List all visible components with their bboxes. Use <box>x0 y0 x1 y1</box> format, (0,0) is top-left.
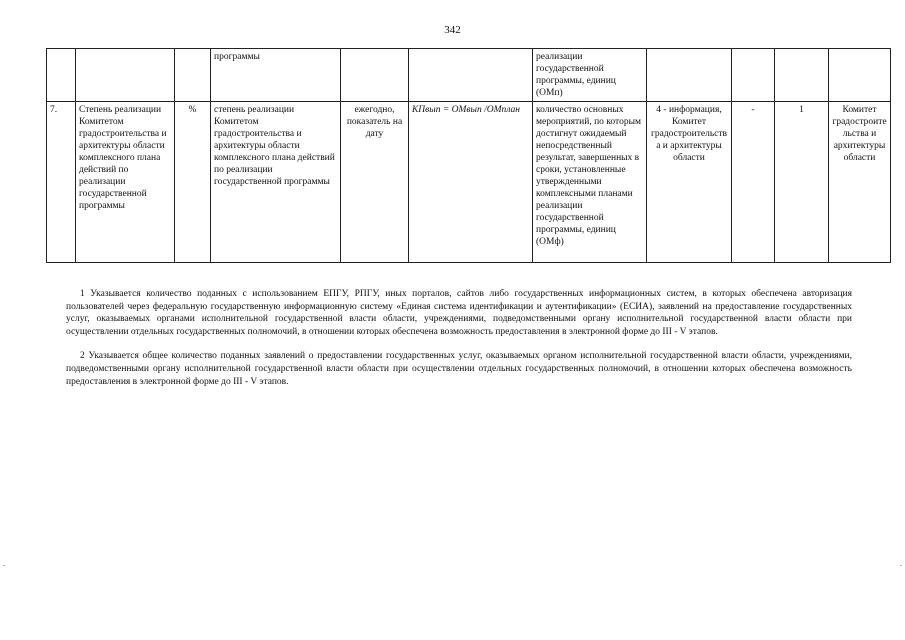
table-row <box>47 102 891 263</box>
row-number: 7. <box>47 102 76 263</box>
formula: КПвып = ОМвып /ОМплан <box>409 102 533 263</box>
footnote-1: 1 Указывается количество поданных с использованием ЕПГУ, РПГУ, иных порталов, сайтов либо государственных информационных систем, в которых обеспечена авторизация пользователей через федеральную государственную информационную систему «Единая система идентификации и аутентификации» (ЕСИА), заявлений на предоставление государственных услуг, оказываемых органами исполнительной государственной власти области, учреждениями, подведомственными органу исполнительной государственной власти области при осуществлении отдельных государственных полномочий, в отношении которых обеспечена возможность предоставления в электронной форме до III - V этапов. <box>66 289 852 337</box>
table-cell <box>341 49 409 102</box>
basic-indicators: количество основных мероприятий, по которым достигнут ожидаемый непосредственный результат, завершенных в сроки, установленные утвержденными комплексными планами реализации государственной программы, единиц (ОМф) <box>533 102 647 263</box>
scan-mark-left: . <box>3 558 6 568</box>
responsible-body: Комитет градостроительства и архитектуры области <box>829 102 891 263</box>
indicator-definition: степень реализации Комитетом градостроительства и архитектуры области комплексного плана действий по реализации государственной программы <box>211 102 341 263</box>
table-cell <box>47 49 76 102</box>
page-number: 342 <box>444 24 461 36</box>
table-cell: реализации государственной программы, единиц (ОМп) <box>533 49 647 102</box>
table-cell <box>76 49 175 102</box>
scan-mark-right: . <box>899 558 902 568</box>
table-cell <box>175 49 211 102</box>
indicators-table <box>46 48 891 263</box>
table-cell: программы <box>211 49 341 102</box>
indicator-name: Степень реализации Комитетом градостроительства и архитектуры области комплексного плана действий по реализации государственной программы <box>76 102 175 263</box>
column-9-value: - <box>732 102 775 263</box>
unit: % <box>175 102 211 263</box>
data-source: 4 - информация, Комитет градостроительства и архитектуры области <box>647 102 732 263</box>
table-cell <box>732 49 775 102</box>
footnote-2: 2 Указывается общее количество поданных заявлений о предоставлении государственных услуг, оказываемых органом исполнительной государственной власти области, учреждениями, подведомственными органу исполнительной государственной власти области при осуществлении отдельных государственных полномочий, в отношении которых обеспечена возможность предоставления в электронной форме до III - V этапов. <box>66 351 852 387</box>
footnotes <box>66 288 852 400</box>
periodicity: ежегодно, показатель на дату <box>341 102 409 263</box>
table-cell <box>775 49 829 102</box>
table-row <box>47 49 891 102</box>
column-10-value: 1 <box>775 102 829 263</box>
table-cell <box>647 49 732 102</box>
table-cell <box>409 49 533 102</box>
table-cell <box>829 49 891 102</box>
